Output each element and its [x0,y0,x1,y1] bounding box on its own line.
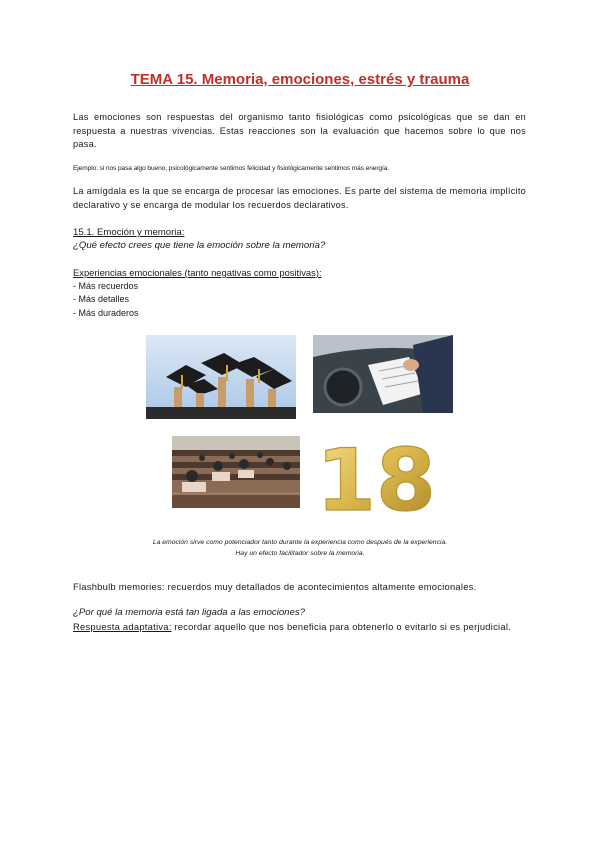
why-question: ¿Por qué la memoria está tan ligada a las emociones? [73,607,305,618]
list-item: - Más detalles [73,294,130,305]
intro-paragraph: Las emociones son respuestas del organismo tanto fisiológicas como psicológicas que se dan en respuesta a nuestras vivencias. Estas reacciones son la evaluación que hacemos sobre lo que nos pasa. [73,112,526,149]
amygdala-paragraph: La amígdala es la que se encarga de procesar las emociones. Es parte del sistema de memoria implícito declarativo y se encarga de modular los recuerdos declarativos. [73,186,526,210]
experiences-heading: Experiencias emocionales (tanto negativas como positivas): [73,267,322,278]
exam-photo [172,436,300,508]
figure-caption [0,538,600,559]
caption-line: La emoción sirve como potenciador tanto durante la experiencia como después de la experiencia. [152,539,448,546]
adaptive-label: Respuesta adaptativa: [73,621,172,632]
section-heading: 15.1. Emoción y memoria: [73,227,185,238]
birthday-balloon-photo [316,426,436,531]
graduation-photo [146,335,296,419]
page-title: TEMA 15. Memoria, emociones, estrés y trauma [130,71,470,88]
flashbulb-paragraph: Flashbulb memories: recuerdos muy detallados de acontecimientos altamente emocionales. [73,581,477,592]
driving-test-photo [313,335,453,413]
caption-line: Hay un efecto facilitador sobre la memoria. [235,549,365,557]
experiences-list [73,280,139,320]
adaptive-text: recordar aquello que nos beneficia para obtenerlo o evitarlo si es perjudicial. [171,621,512,632]
example-paragraph: Ejemplo: si nos pasa algo bueno, psicológicamente sentimos felicidad y fisiológicamente sentimos más energía. [73,165,390,172]
adaptive-paragraph [73,620,543,634]
list-item: - Más recuerdos [73,281,139,291]
section-question: ¿Qué efecto crees que tiene la emoción sobre la memoria? [73,240,326,251]
balloon-number: 18 [316,431,436,531]
list-item: - Más duraderos [73,307,139,318]
